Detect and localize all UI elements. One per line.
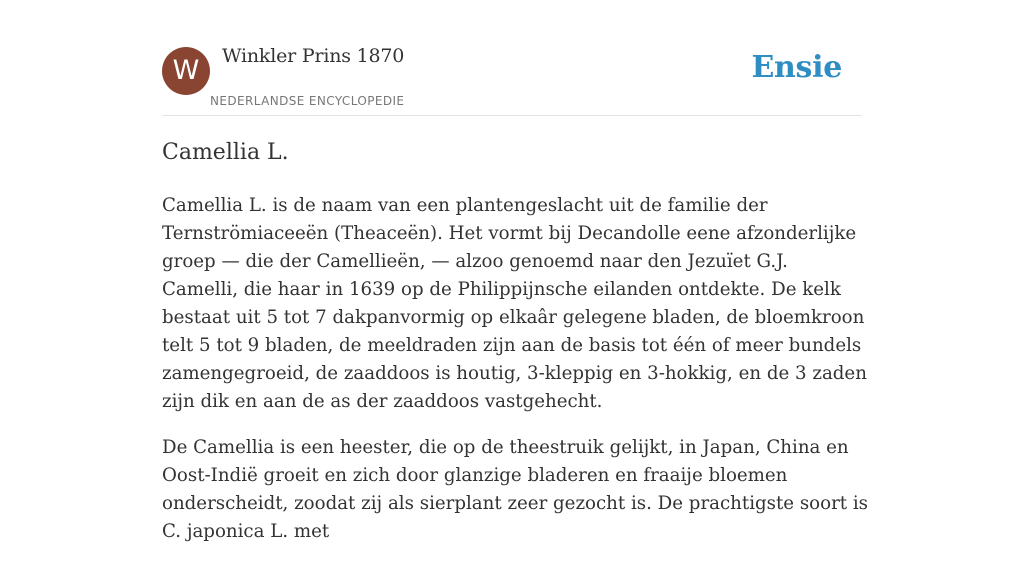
article-body xyxy=(162,192,868,564)
article-title: Camellia L. xyxy=(162,140,289,165)
source-subtitle: NEDERLANDSE ENCYCLOPEDIE xyxy=(210,94,405,108)
article-paragraph: Camellia L. is de naam van een plantengeslacht uit de familie der Ternströmiaceeën (Theaceën). Het vormt bij Decandolle eene afzonderlijke groep — die der Camellieën, — alzoo genoemd naar den Jezuïet G.J. Camelli, die haar in 1639 op de Philippijnsche eilanden ontdekte. De kelk bestaat uit 5 tot 7 dakpanvormig op elkaâr gelegene bladen, de bloemkroon telt 5 tot 9 bladen, de meeldraden zijn aan de basis tot één of meer bundels zamengegroeid, de zaaddoos is houtig, 3-kleppig en 3-hokkig, en de 3 zaden zijn dik en aan de as der zaaddoos vastgehecht. xyxy=(162,195,867,412)
source-avatar[interactable]: W xyxy=(162,47,210,95)
article-paragraph: De Camellia is een heester, die op de theestruik gelijkt, in Japan, China en Oost-Indië groeit en zich door glanzige bladeren en fraaije bloemen onderscheidt, zoodat zij als sierplant zeer gezocht is. De prachtigste soort is C. japonica L. met xyxy=(162,437,869,542)
ensie-logo[interactable]: Ensie xyxy=(751,50,842,85)
source-header xyxy=(162,0,862,116)
article-page xyxy=(162,0,869,542)
source-title[interactable]: Winkler Prins 1870 xyxy=(222,45,405,67)
